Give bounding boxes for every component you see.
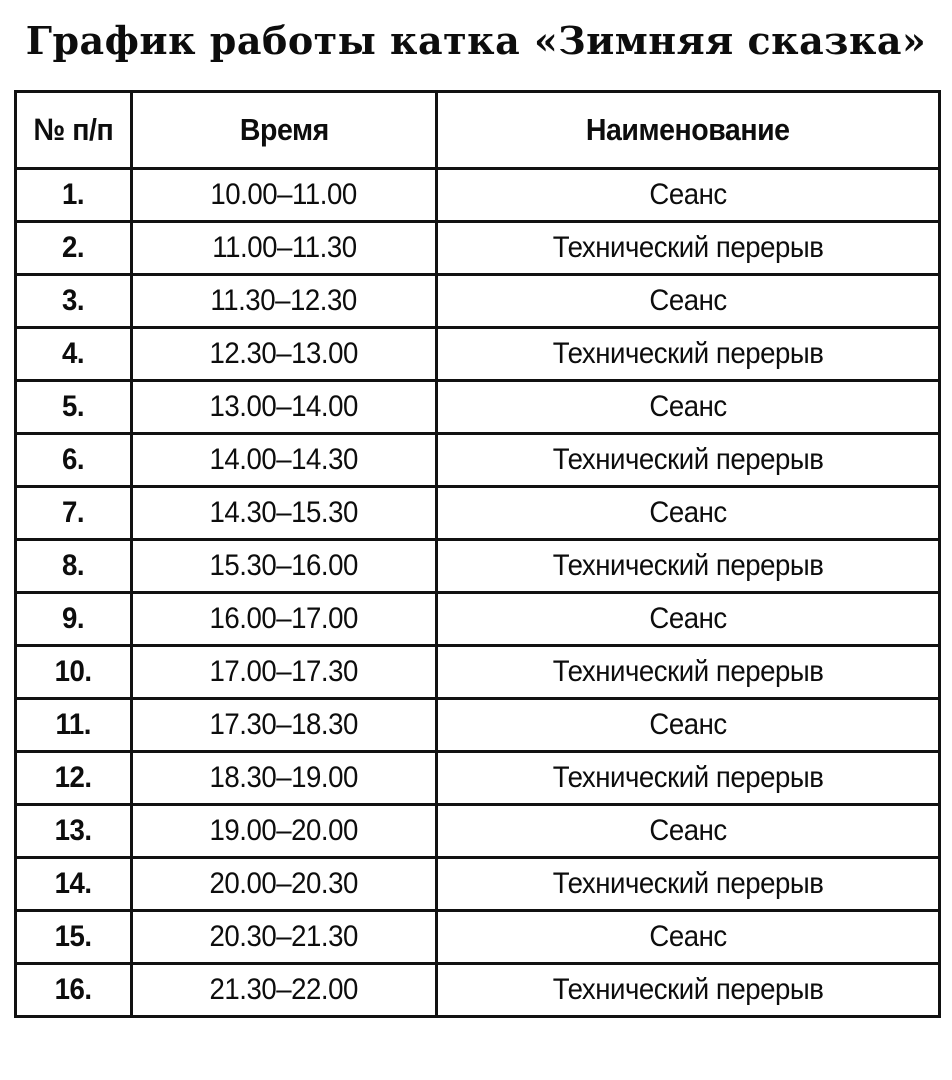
cell-num-label: 1. <box>62 178 85 211</box>
cell-time-label: 15.30–16.00 <box>209 549 359 582</box>
cell-time <box>132 434 437 487</box>
header-num-label: № п/п <box>33 112 114 147</box>
cell-time <box>132 911 437 964</box>
cell-time-label: 18.30–19.00 <box>209 761 359 794</box>
table-row <box>16 646 940 699</box>
header-name-label: Наименование <box>586 112 790 147</box>
cell-name-label: Технический перерыв <box>552 337 824 370</box>
cell-num <box>16 487 132 540</box>
table-row <box>16 381 940 434</box>
cell-name <box>437 699 940 752</box>
schedule-table <box>14 90 941 1018</box>
cell-num <box>16 434 132 487</box>
cell-name <box>437 328 940 381</box>
cell-name-label: Сеанс <box>649 284 727 317</box>
cell-num-label: 10. <box>54 655 93 688</box>
cell-num <box>16 911 132 964</box>
cell-time-label: 12.30–13.00 <box>209 337 359 370</box>
cell-num-label: 12. <box>54 761 93 794</box>
cell-time-label: 16.00–17.00 <box>209 602 359 635</box>
cell-num <box>16 275 132 328</box>
table-row <box>16 328 940 381</box>
table-row <box>16 487 940 540</box>
cell-time <box>132 328 437 381</box>
cell-time-label: 11.00–11.30 <box>211 231 357 264</box>
cell-time-label: 20.00–20.30 <box>209 867 359 900</box>
cell-name-label: Сеанс <box>649 708 727 741</box>
cell-name-label: Технический перерыв <box>552 231 824 264</box>
cell-time-label: 11.30–12.30 <box>210 284 358 317</box>
cell-num-label: 13. <box>54 814 93 847</box>
cell-num <box>16 699 132 752</box>
cell-num <box>16 858 132 911</box>
cell-name-label: Технический перерыв <box>552 867 824 900</box>
cell-num <box>16 646 132 699</box>
table-row <box>16 964 940 1017</box>
header-name <box>437 92 940 169</box>
header-time-label: Время <box>239 112 329 147</box>
cell-num-label: 15. <box>54 920 93 953</box>
table-row <box>16 805 940 858</box>
cell-num-label: 14. <box>54 867 93 900</box>
table-row <box>16 911 940 964</box>
cell-name <box>437 275 940 328</box>
cell-num <box>16 964 132 1017</box>
cell-time-label: 14.30–15.30 <box>209 496 359 529</box>
cell-name-label: Сеанс <box>649 178 727 211</box>
cell-num-label: 8. <box>62 549 85 582</box>
table-row <box>16 540 940 593</box>
table-row <box>16 752 940 805</box>
cell-num-label: 11. <box>55 708 92 741</box>
cell-num <box>16 805 132 858</box>
cell-name <box>437 381 940 434</box>
cell-name <box>437 169 940 222</box>
cell-time-label: 14.00–14.30 <box>209 443 359 476</box>
cell-time <box>132 752 437 805</box>
cell-name <box>437 805 940 858</box>
cell-num-label: 4. <box>62 337 85 370</box>
cell-name-label: Технический перерыв <box>552 973 824 1006</box>
header-row <box>16 92 940 169</box>
cell-num-label: 2. <box>62 231 85 264</box>
table-row <box>16 169 940 222</box>
table-row <box>16 434 940 487</box>
header-time <box>132 92 437 169</box>
cell-time-label: 10.00–11.00 <box>210 178 358 211</box>
cell-name-label: Технический перерыв <box>552 761 824 794</box>
cell-name <box>437 593 940 646</box>
cell-time <box>132 699 437 752</box>
table-row <box>16 858 940 911</box>
cell-time-label: 19.00–20.00 <box>209 814 359 847</box>
cell-name-label: Технический перерыв <box>552 549 824 582</box>
table-row <box>16 275 940 328</box>
cell-time <box>132 593 437 646</box>
cell-name <box>437 752 940 805</box>
table-row <box>16 699 940 752</box>
cell-time <box>132 381 437 434</box>
cell-num <box>16 169 132 222</box>
cell-name-label: Сеанс <box>649 390 727 423</box>
cell-num-label: 9. <box>62 602 85 635</box>
table-body <box>16 169 940 1017</box>
header-num <box>16 92 132 169</box>
cell-name-label: Технический перерыв <box>552 443 824 476</box>
cell-time <box>132 646 437 699</box>
cell-num <box>16 593 132 646</box>
cell-time <box>132 275 437 328</box>
cell-name-label: Технический перерыв <box>552 655 824 688</box>
cell-name <box>437 434 940 487</box>
cell-num-label: 16. <box>54 973 93 1006</box>
cell-name-label: Сеанс <box>649 814 727 847</box>
cell-num-label: 5. <box>62 390 85 423</box>
cell-num <box>16 222 132 275</box>
cell-time <box>132 540 437 593</box>
table-row <box>16 222 940 275</box>
cell-num <box>16 540 132 593</box>
cell-time <box>132 487 437 540</box>
cell-time-label: 21.30–22.00 <box>209 973 359 1006</box>
cell-name-label: Сеанс <box>649 602 727 635</box>
cell-time-label: 20.30–21.30 <box>209 920 359 953</box>
cell-name <box>437 858 940 911</box>
cell-num <box>16 752 132 805</box>
cell-name <box>437 487 940 540</box>
cell-name <box>437 222 940 275</box>
cell-time <box>132 858 437 911</box>
cell-num-label: 3. <box>62 284 85 317</box>
cell-name <box>437 646 940 699</box>
cell-num <box>16 381 132 434</box>
cell-time <box>132 964 437 1017</box>
table-row <box>16 593 940 646</box>
cell-time <box>132 805 437 858</box>
table-header <box>16 92 940 169</box>
cell-num-label: 6. <box>62 443 85 476</box>
cell-time-label: 17.30–18.30 <box>209 708 359 741</box>
page-title: График работы катка «Зимняя сказка» <box>25 18 927 63</box>
cell-time <box>132 222 437 275</box>
cell-time-label: 17.00–17.30 <box>209 655 359 688</box>
cell-name-label: Сеанс <box>649 496 727 529</box>
cell-name <box>437 540 940 593</box>
cell-name <box>437 964 940 1017</box>
cell-num <box>16 328 132 381</box>
cell-time-label: 13.00–14.00 <box>209 390 359 423</box>
cell-name <box>437 911 940 964</box>
cell-name-label: Сеанс <box>649 920 727 953</box>
cell-time <box>132 169 437 222</box>
cell-num-label: 7. <box>62 496 85 529</box>
